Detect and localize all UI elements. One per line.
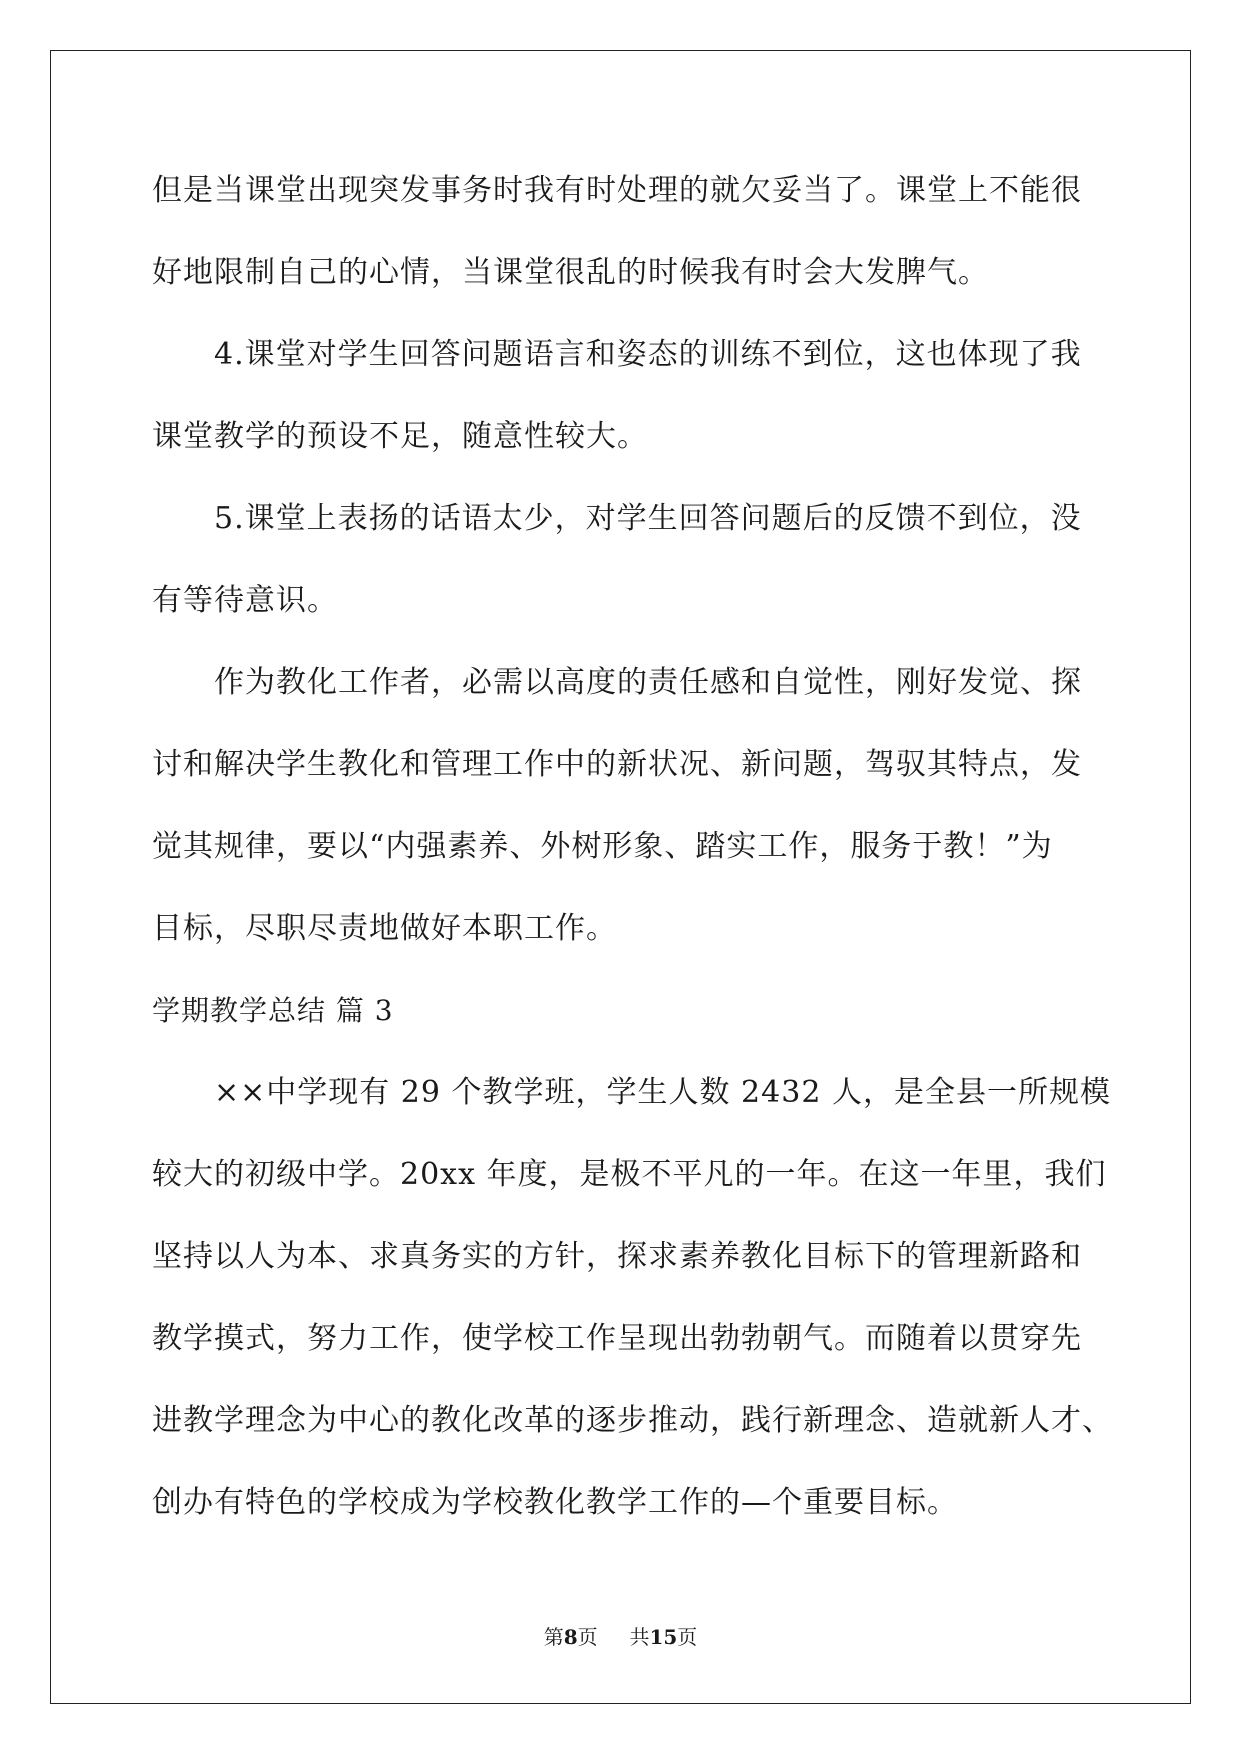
- page-total: [629, 1622, 697, 1652]
- paragraph-line: 教学摸式，努力工作，使学校工作呈现出勃勃朝气。而随着以贯穿先: [152, 1321, 1082, 1356]
- paragraph-line: 有等待意识。: [152, 583, 338, 618]
- document-body: [152, 150, 1113, 1544]
- page-footer: [0, 1622, 1241, 1652]
- paragraph-line: 坚持以人为本、求真务实的方针，探求素养教化目标下的管理新路和: [152, 1239, 1082, 1274]
- section-heading: 学期教学总结 篇 3: [152, 994, 394, 1027]
- paragraph-line: 目标，尽职尽责地做好本职工作。: [152, 911, 617, 946]
- paragraph-line: 5.课堂上表扬的话语太少，对学生回答问题后的反馈不到位，没: [214, 501, 1082, 536]
- paragraph-line: 作为教化工作者，必需以高度的责任感和自觉性，刚好发觉、探: [214, 665, 1082, 700]
- page-suffix: 页: [577, 1625, 598, 1649]
- paragraph-line: 讨和解决学生教化和管理工作中的新状况、新问题，驾驭其特点，发: [152, 747, 1082, 782]
- paragraph-line: ××中学现有 29 个教学班，学生人数 2432 人，是全县一所规模: [214, 1075, 1111, 1110]
- paragraph-line: 较大的初级中学。20xx 年度，是极不平凡的一年。在这一年里，我们: [152, 1157, 1107, 1192]
- paragraph-line: 创办有特色的学校成为学校教化教学工作的—个重要目标。: [152, 1485, 958, 1520]
- paragraph-line: 但是当课堂出现突发事务时我有时处理的就欠妥当了。课堂上不能很: [152, 173, 1082, 208]
- page-number: [544, 1622, 598, 1652]
- paragraph-line: 进教学理念为中心的教化改革的逐步推动，践行新理念、造就新人才、: [152, 1403, 1113, 1438]
- paragraph-line: 4.课堂对学生回答问题语言和姿态的训练不到位，这也体现了我: [214, 337, 1082, 372]
- current-page: 8: [563, 1625, 578, 1649]
- paragraph-line: 觉其规律，要以“内强素养、外树形象、踏实工作，服务于教！”为: [152, 829, 1053, 864]
- paragraph-line: 好地限制自己的心情，当课堂很乱的时候我有时会大发脾气。: [152, 255, 989, 290]
- total-suffix: 页: [677, 1625, 698, 1649]
- page-prefix: 第: [543, 1625, 564, 1649]
- total-prefix: 共: [629, 1625, 650, 1649]
- paragraph-line: 课堂教学的预设不足，随意性较大。: [152, 419, 648, 454]
- total-pages: 15: [649, 1625, 678, 1649]
